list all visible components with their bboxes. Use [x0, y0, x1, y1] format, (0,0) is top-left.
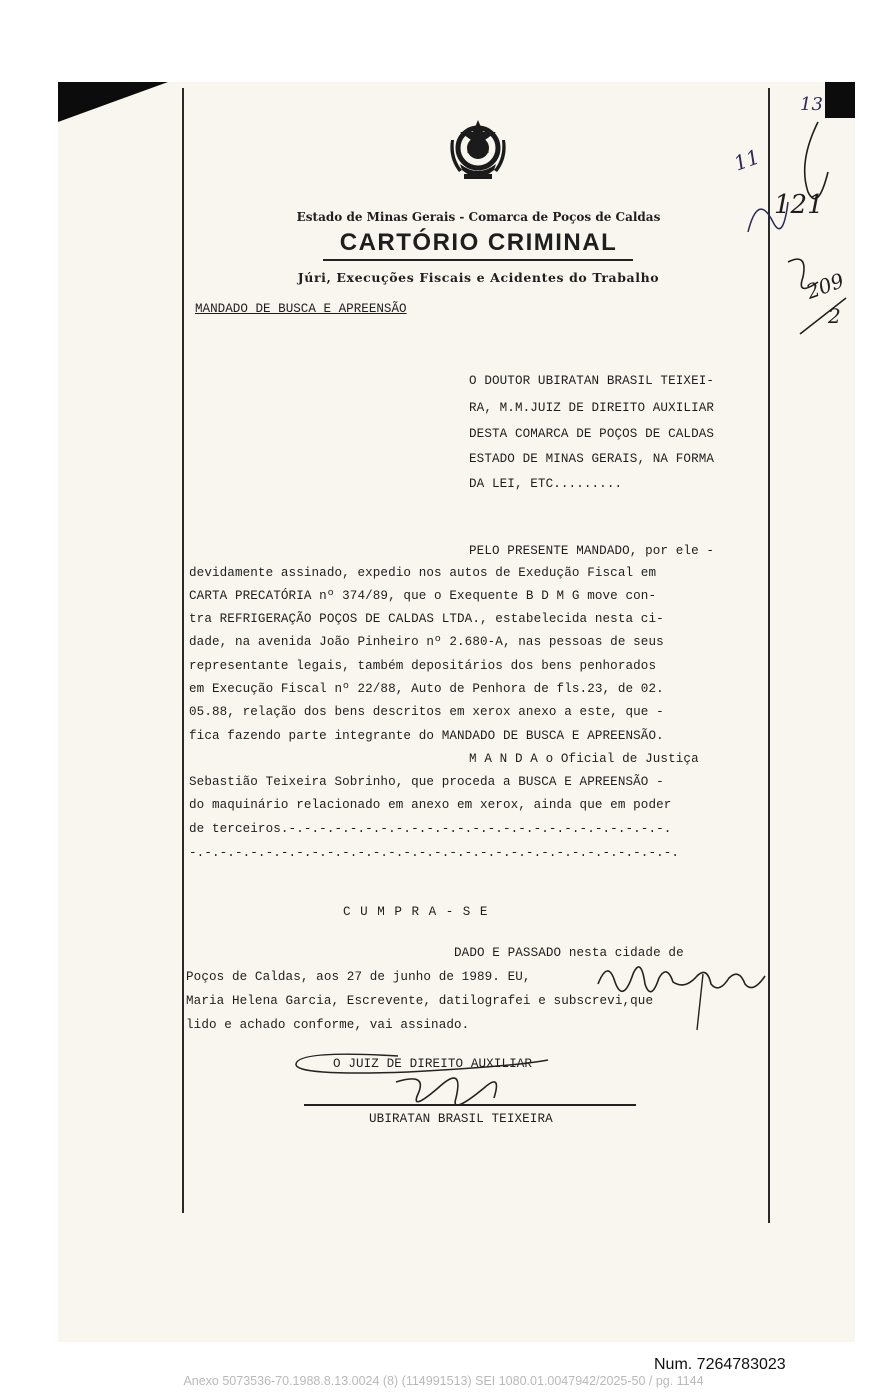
margin-note: 2 [828, 304, 841, 328]
clerk-signature [593, 954, 773, 1034]
intro-line: ESTADO DE MINAS GERAIS, NA FORMA [469, 452, 715, 466]
body-line: tra REFRIGERAÇÃO POÇOS DE CALDAS LTDA., estabelecida nesta ci- [189, 612, 664, 626]
body-line: devidamente assinado, expedio nos autos de Exedução Fiscal em [189, 566, 657, 580]
signature-name: UBIRATAN BRASIL TEIXEIRA [369, 1112, 553, 1126]
manda-line: Sebastião Teixeira Sobrinho, que proceda a BUSCA E APREENSÃO - [189, 775, 664, 789]
signature-line [304, 1104, 636, 1106]
closing-line: Poços de Caldas, aos 27 de junho de 1989. EU, [186, 970, 531, 984]
body-line: CARTA PRECATÓRIA nº 374/89, que o Exequente B D M G move con- [189, 589, 657, 603]
body-line: representante legais, também depositários dos bens penhorados [189, 659, 657, 673]
manda-line: -.-.-.-.-.-.-.-.-.-.-.-.-.-.-.-.-.-.-.-.-.-.-.-.-.-.-.-.-.-.-.-. [189, 846, 680, 860]
coat-of-arms-icon [450, 118, 506, 186]
body-line: dade, na avenida João Pinheiro nº 2.680-A, nas pessoas de seus [189, 635, 664, 649]
closing-line: lido e achado conforme, vai assinado. [186, 1018, 470, 1032]
intro-line: O DOUTOR UBIRATAN BRASIL TEIXEI- [469, 374, 715, 388]
cumpra-se: C U M P R A - S E [343, 905, 489, 919]
closing-line: Maria Helena Garcia, Escrevente, datilografei e subscrevi,que [186, 994, 654, 1008]
document-type: MANDADO DE BUSCA E APREENSÃO [195, 302, 407, 316]
margin-note: 13 [800, 94, 823, 115]
scan-corner-shadow [58, 82, 168, 122]
header-subtitle: Júri, Execuções Fiscais e Acidentes do Trabalho [297, 270, 660, 285]
intro-line: DA LEI, ETC......... [469, 477, 623, 491]
intro-line: RA, M.M.JUIZ DE DIREITO AUXILIAR [469, 401, 715, 415]
header-title: CARTÓRIO CRIMINAL [339, 229, 618, 256]
body-line: 05.88, relação dos bens descritos em xerox anexo a este, que - [189, 705, 664, 719]
manda-line: do maquinário relacionado em anexo em xerox, ainda que em poder [189, 798, 672, 812]
body-line: fica fazendo parte integrante do MANDADO DE BUSCA E APREENSÃO. [189, 729, 664, 743]
margin-scribble [728, 102, 853, 342]
body-line: em Execução Fiscal nº 22/88, Auto de Penhora de fls.23, de 02. [189, 682, 664, 696]
body-line: PELO PRESENTE MANDADO, por ele - [469, 544, 715, 558]
document-page [58, 82, 855, 1342]
margin-note: 209 [803, 268, 848, 304]
margin-note: 11 [730, 144, 763, 176]
header-rule [323, 259, 633, 261]
signature-role: O JUIZ DE DIREITO AUXILIAR [333, 1057, 533, 1071]
judge-signature [288, 1042, 588, 1122]
margin-note: 121 [774, 190, 824, 220]
closing-line: DADO E PASSADO nesta cidade de [454, 946, 684, 960]
manda-line: de terceiros.-.-.-.-.-.-.-.-.-.-.-.-.-.-.-.-.-.-.-.-.-.-.-.-.-. [189, 822, 672, 836]
manda-line: M A N D A o Oficial de Justiça [469, 752, 699, 766]
intro-line: DESTA COMARCA DE POÇOS DE CALDAS [469, 427, 715, 441]
header-state-county: Estado de Minas Gerais - Comarca de Poços de Caldas [296, 210, 661, 224]
footer-reference: Anexo 5073536-70.1988.8.13.0024 (8) (114991513) SEI 1080.01.0047942/2025-50 / pg. 1144 [183, 1374, 704, 1388]
footer-document-number: Num. 7264783023 [654, 1356, 786, 1373]
